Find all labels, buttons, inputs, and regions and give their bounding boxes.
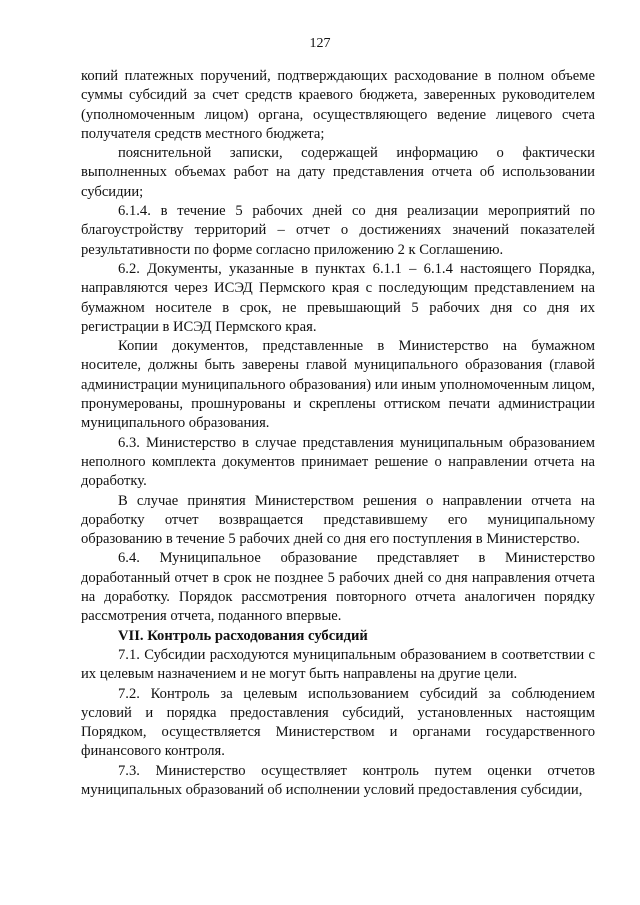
paragraph-6-4: 6.4. Муниципальное образование представляет в Министерство доработанный отчет в срок не позднее 5 рабочих дней со дня направления отчета на доработку. Порядок рассмотрения повторного отчета аналогичен порядку рассмотрения отчета, поданного впервые. [81,550,595,625]
paragraph-6-3: 6.3. Министерство в случае представления муниципальным образованием неполного комплекта документов принимает решение о направлении отчета на доработку. [81,434,595,490]
page-number: 127 [309,36,331,51]
paragraph-6-2: 6.2. Документы, указанные в пунктах 6.1.1 – 6.1.4 настоящего Порядка, направляются через ИСЭД Пермского края с последующим представлением на бумажном носителе в срок, не превышающий 5 рабочих дня со дня их регистрации в ИСЭД Пермского края. [81,260,595,335]
paragraph-revision-return: В случае принятия Министерством решения о направлении отчета на доработку отчет возвращается представившему его муниципальному образованию в течение 5 рабочих дней со дня его поступления в Министерство. [81,492,595,548]
paragraph-7-3: 7.3. Министерство осуществляет контроль путем оценки отчетов муниципальных образований об исполнении условий предоставления субсидии, [81,762,595,798]
paragraph-copies-certification: Копии документов, представленные в Министерство на бумажном носителе, должны быть заверены главой муниципального образования (главой администрации муниципального образования) или иным уполномоченным лицом, пронумерованы, прошнурованы и скреплены оттиском печати администрации муниципального образования. [81,338,596,432]
section-heading: VII. Контроль расходования субсидий [118,627,368,644]
paragraph-7-2: 7.2. Контроль за целевым использованием субсидий за соблюдением условий и порядка предоставления субсидий, установленных настоящим Порядком, осуществляется Министерством и органами государственного финансового контроля. [81,685,595,760]
paragraph-7-1: 7.1. Субсидии расходуются муниципальным образованием в соответствии с их целевым назначением и не могут быть направлены на другие цели. [81,646,595,683]
paragraph-payment-orders: копий платежных поручений, подтверждающих расходование в полном объеме суммы субсидий за счет средств краевого бюджета, заверенных руководителем (уполномоченным лицом) органа, осуществляющего ведение лицевого счета получателя средств местного бюджета; [81,68,595,142]
paragraph-explanatory-note: пояснительной записки, содержащей информацию о фактически выполненных объемах работ на дату представления отчета об использовании субсидии; [81,145,595,200]
paragraph-6-1-4: 6.1.4. в течение 5 рабочих дней со дня реализации мероприятий по благоустройству территорий – отчет о достижениях значений показателей результативности по форме согласно приложению 2 к Соглашению. [81,203,595,258]
document-body [81,67,595,800]
